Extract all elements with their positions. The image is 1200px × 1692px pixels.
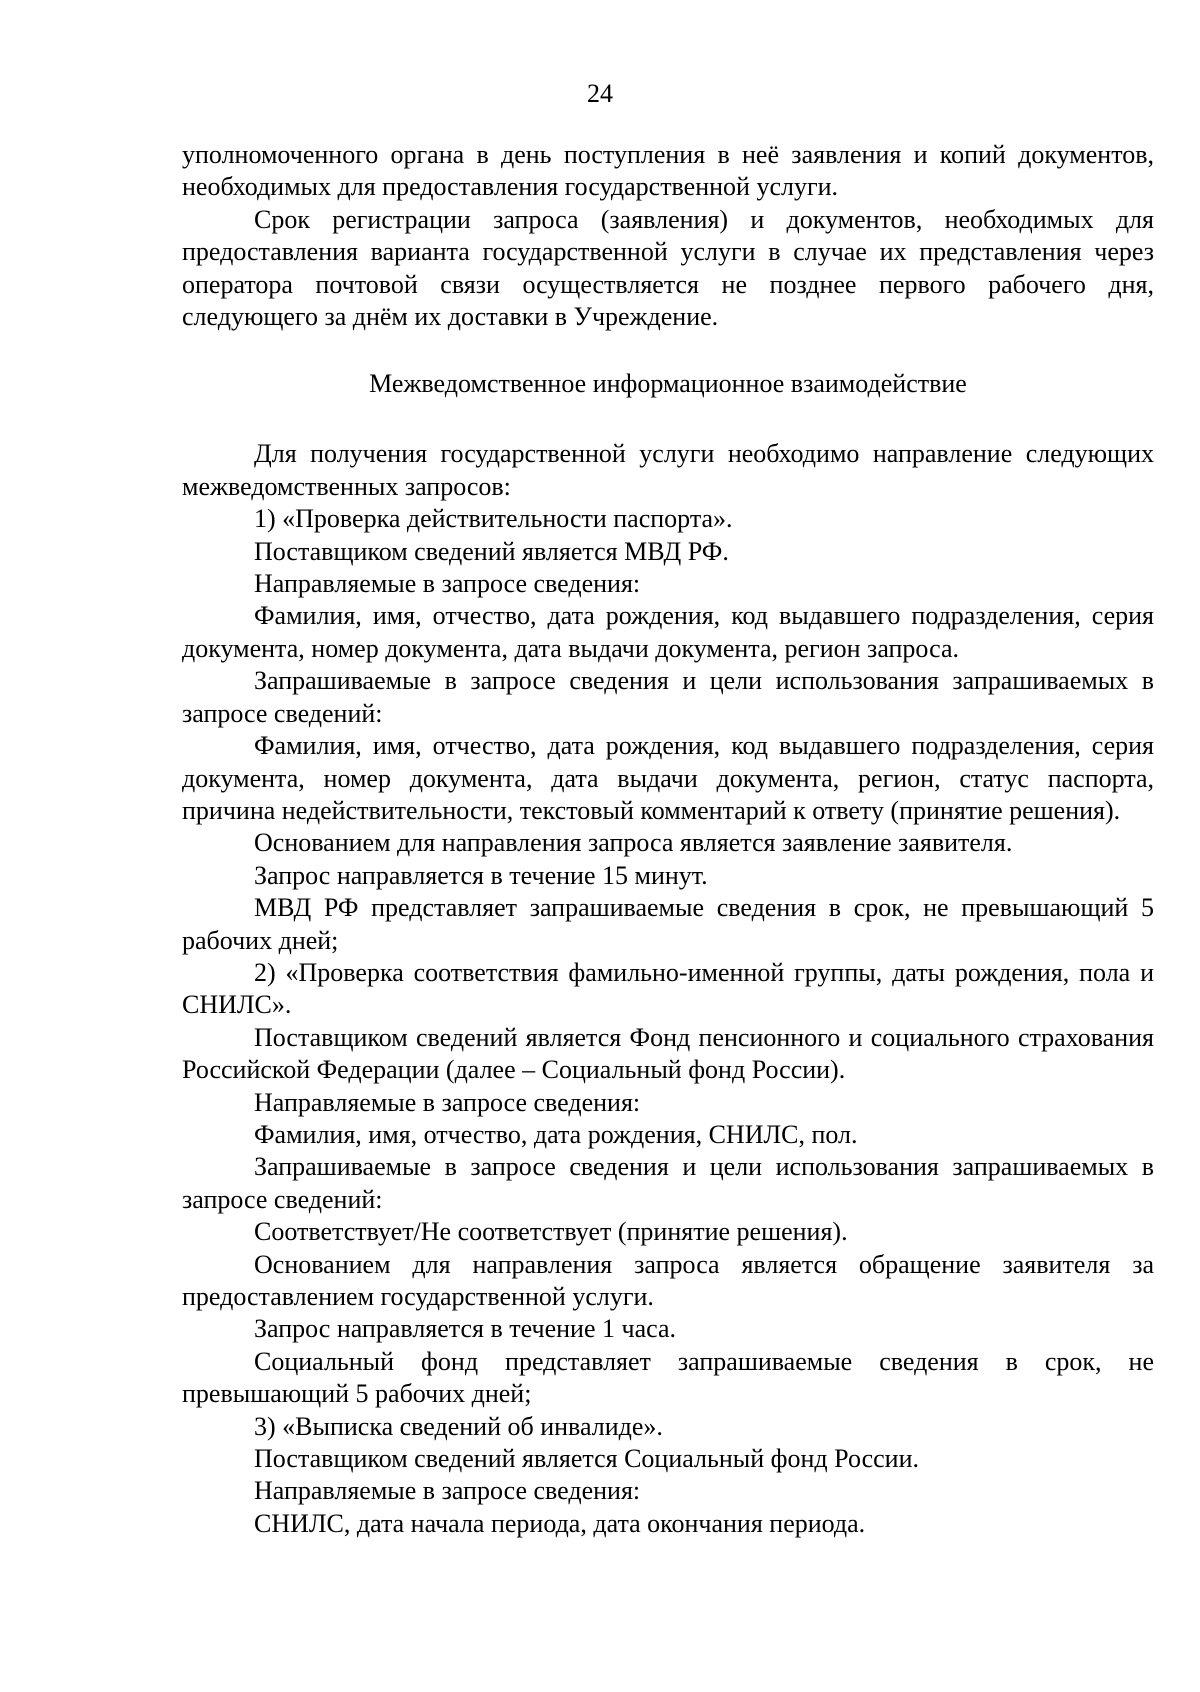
page-number: 24 — [587, 79, 613, 108]
list-item: 2) «Проверка соответствия фамильно-именной группы, даты рождения, пола и СНИЛС». — [182, 957, 1154, 1020]
paragraph: Поставщиком сведений является МВД РФ. — [254, 536, 729, 566]
list-item: 3) «Выписка сведений об инвалиде». — [254, 1411, 663, 1441]
paragraph: уполномоченного органа в день поступления в неё заявления и копий документов, необходимых для предоставления государственной услуги. — [182, 140, 1154, 202]
paragraph: Фамилия, имя, отчество, дата рождения, код выдавшего подразделения, серия документа, номер документа, дата выдачи документа, регион запроса. — [182, 601, 1154, 663]
paragraph: Соответствует/Не соответствует (принятие решения). — [254, 1217, 848, 1247]
paragraph: Запрос направляется в течение 1 часа. — [254, 1314, 677, 1344]
paragraph: Направляемые в запросе сведения: — [254, 1087, 641, 1117]
paragraph: Основанием для направления запроса является заявление заявителя. — [254, 828, 1013, 858]
paragraph: Поставщиком сведений является Фонд пенсионного и социального страхования Российской Федерации (далее – Социальный фонд России). — [182, 1022, 1154, 1085]
paragraph: Направляемые в запросе сведения: — [254, 569, 641, 599]
paragraph: Направляемые в запросе сведения: — [254, 1476, 641, 1506]
paragraph: Фамилия, имя, отчество, дата рождения, код выдавшего подразделения, серия документа, номер документа, дата выдачи документа, регион, статус паспорта, причина недействительности, текстовый комментарий к ответу (принятие решения). — [182, 731, 1154, 825]
paragraph: Поставщиком сведений является Социальный фонд России. — [254, 1444, 920, 1474]
paragraph: Запрашиваемые в запросе сведения и цели использования запрашиваемых в запросе сведений: — [182, 666, 1154, 728]
list-item: 1) «Проверка действительности паспорта». — [254, 504, 733, 534]
paragraph: Основанием для направления запроса является обращение заявителя за предоставлением государственной услуги. — [182, 1249, 1154, 1311]
paragraph: Запрос направляется в течение 15 минут. — [254, 860, 708, 890]
document-body — [182, 139, 1154, 1540]
paragraph: Срок регистрации запроса (заявления) и документов, необходимых для предоставления варианта государственной услуги в случае их представления через оператора почтовой связи осуществляется не позднее первого рабочего дня, следующего за днём их доставки в Учреждение. — [182, 204, 1154, 332]
paragraph: Фамилия, имя, отчество, дата рождения, СНИЛС, пол. — [254, 1119, 858, 1149]
paragraph: МВД РФ представляет запрашиваемые сведения в срок, не превышающий 5 рабочих дней; — [182, 893, 1154, 955]
paragraph: Социальный фонд представляет запрашиваемые сведения в срок, не превышающий 5 рабочих дней; — [182, 1346, 1154, 1409]
paragraph: Для получения государственной услуги необходимо направление следующих межведомственных запросов: — [182, 439, 1154, 501]
section-heading: Межведомственное информационное взаимодействие — [369, 369, 967, 399]
paragraph: СНИЛС, дата начала периода, дата окончания периода. — [254, 1508, 866, 1538]
paragraph: Запрашиваемые в запросе сведения и цели использования запрашиваемых в запросе сведений: — [182, 1152, 1154, 1214]
